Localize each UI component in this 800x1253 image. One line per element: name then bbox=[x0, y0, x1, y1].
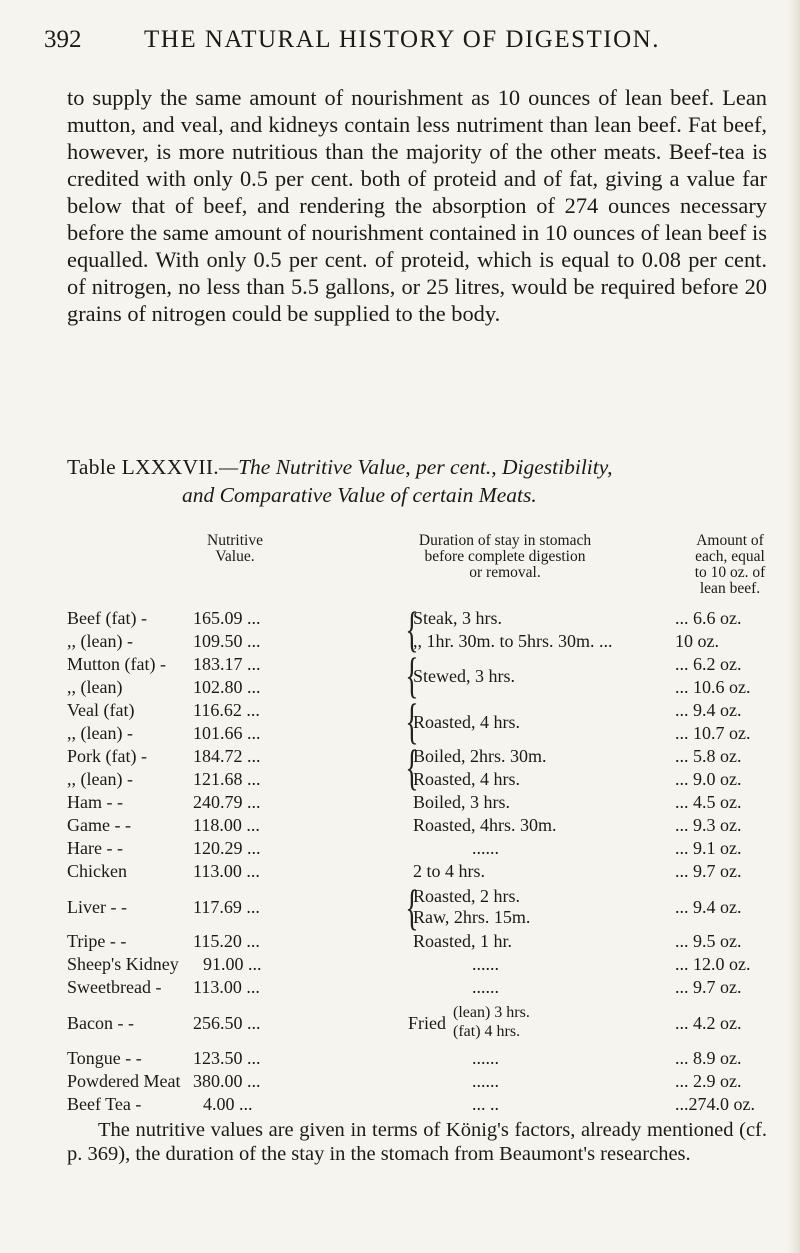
table-row: Tripe - - 115.20 ... Roasted, 1 hr. ... 9.5 oz. bbox=[67, 931, 742, 951]
table-row: Chicken 113.00 ... 2 to 4 hrs. ... 9.7 oz. bbox=[67, 861, 742, 881]
table-row: ,, (lean) 102.80 ... Stewed, 3 hrs. ... 10.6 oz. bbox=[67, 666, 751, 697]
table-row: Bacon - - 256.50 ... Fried (lean) 3 hrs. (fat) 4 hrs. ... 4.2 oz. bbox=[67, 1004, 742, 1040]
brace-mutton: { bbox=[405, 647, 419, 703]
table-row: Liver - - 117.69 ... Roasted, 2 hrs. Raw, 2hrs. 15m. ... 9.4 oz. bbox=[67, 886, 742, 927]
table-row: ,, (lean) - 121.68 ... Roasted, 4 hrs. ... 9.0 oz. bbox=[67, 769, 742, 789]
brace-beef: { bbox=[405, 601, 419, 657]
table-row: Mutton (fat) - 183.17 ... ... 6.2 oz. bbox=[67, 654, 742, 674]
brace-pork: { bbox=[405, 739, 419, 795]
footer-paragraph: The nutritive values are given in terms of König's factors, already mentioned (cf. p. 369), the duration of the stay in the stomach from Beaumont's researches. bbox=[67, 1119, 767, 1165]
page-number: 392 bbox=[44, 26, 82, 53]
column-header-nutritive: Nutritive Value. bbox=[207, 532, 263, 565]
table-row: ,, (lean) - 109.50 ... ,, 1hr. 30m. to 5hrs. 30m. ... 10 oz. bbox=[67, 631, 719, 651]
column-header-duration: Duration of stay in stomach before complete digestion or removal. bbox=[418, 532, 592, 581]
table-title-line2: and Comparative Value of certain Meats. bbox=[182, 483, 537, 507]
column-header-amount: Amount of each, equal to 10 oz. of lean beef. bbox=[694, 532, 766, 597]
table-row: Veal (fat) 116.62 ... ... 9.4 oz. bbox=[67, 700, 742, 720]
table-row: Ham - - 240.79 ... Boiled, 3 hrs. ... 4.5 oz. bbox=[67, 792, 742, 812]
table-row: Sheep's Kidney 91.00 ... ...... ... 12.0 oz. bbox=[67, 954, 751, 974]
table-row: Beef (fat) - 165.09 ... Steak, 3 hrs. ... 6.6 oz. bbox=[67, 608, 742, 628]
table-label: Table LXXXVII. bbox=[67, 455, 219, 479]
table-row: Pork (fat) - 184.72 ... Boiled, 2hrs. 30m. ... 5.8 oz. bbox=[67, 746, 742, 766]
table-row: Sweetbread - 113.00 ... ...... ... 9.7 oz. bbox=[67, 977, 742, 997]
table-title-line1: —The Nutritive Value, per cent., Digestibility, bbox=[218, 455, 613, 479]
running-head: THE NATURAL HISTORY OF DIGESTION. bbox=[144, 26, 660, 53]
table-row: Hare - - 120.29 ... ...... ... 9.1 oz. bbox=[67, 838, 742, 858]
table-row: Game - - 118.00 ... Roasted, 4hrs. 30m. ... 9.3 oz. bbox=[67, 815, 742, 835]
brace-liver: { bbox=[405, 879, 419, 935]
intro-paragraph: to supply the same amount of nourishment as 10 ounces of lean beef. Lean mutton, and veal, and kidneys contain less nutriment than lean beef. Fat beef, however, is more nutritious than the majority of the other meats. Beef-tea is credited with only 0.5 per cent. both of proteid and of fat, giving a value far below that of beef, and rendering the absorption of 274 ounces necessary before the same amount of nourishment contained in 10 ounces of lean beef is equalled. With only 0.5 per cent. of proteid, which is equal to 0.08 per cent. of nitrogen, no less than 5.5 gallons, or 25 litres, would be required before 20 grains of nitrogen could be supplied to the body. bbox=[67, 85, 767, 326]
table-row: Beef Tea - 4.00 ... ... .. ...274.0 oz. bbox=[67, 1094, 755, 1114]
table-row: ,, (lean) - 101.66 ... Roasted, 4 hrs. ... 10.7 oz. bbox=[67, 712, 751, 743]
table-row: Powdered Meat 380.00 ... ...... ... 2.9 oz. bbox=[67, 1071, 742, 1091]
table-row: Tongue - - 123.50 ... ...... ... 8.9 oz. bbox=[67, 1048, 742, 1068]
brace-veal: { bbox=[405, 693, 419, 749]
